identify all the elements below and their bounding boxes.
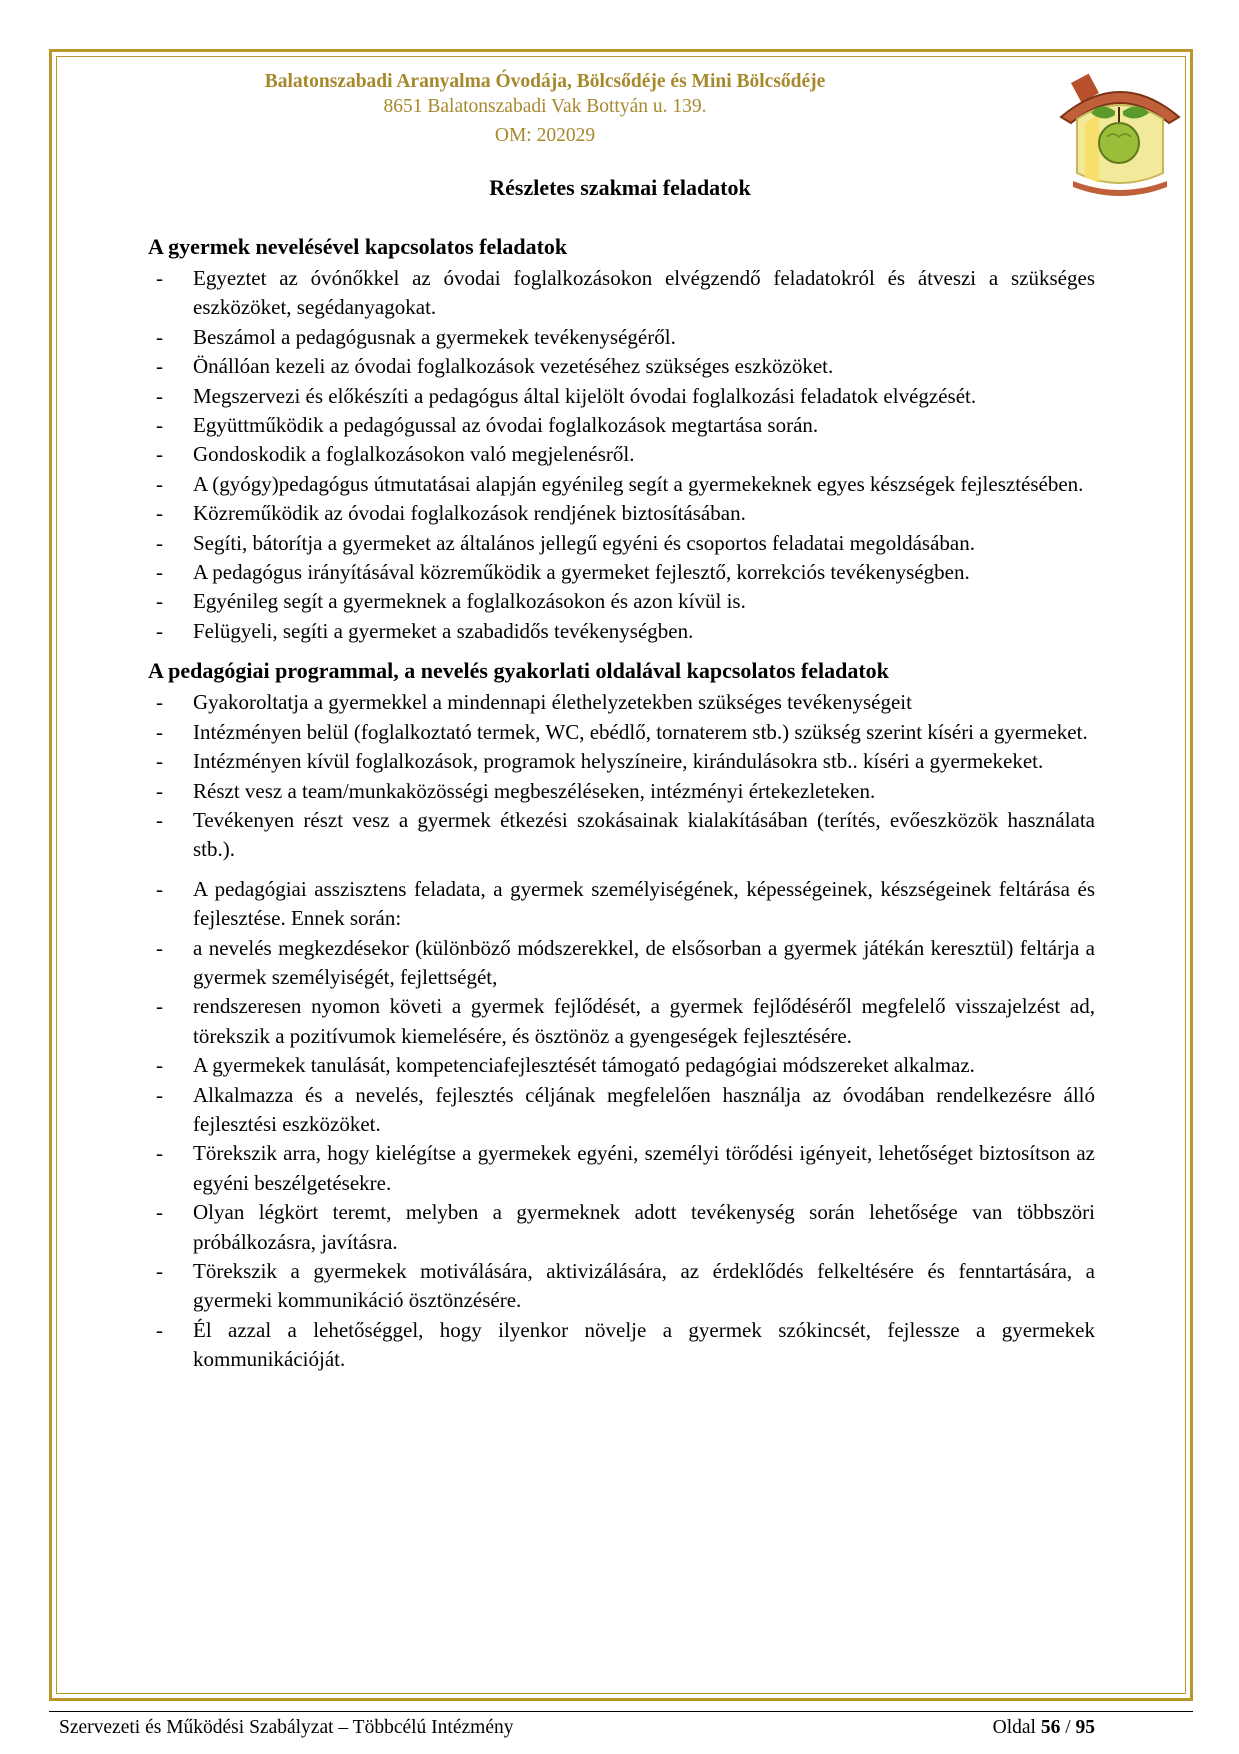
- institution-name: Balatonszabadi Aranyalma Óvodája, Bölcsődéje és Mini Bölcsődéje: [264, 71, 826, 92]
- dash-bullet-icon: -: [156, 1317, 163, 1342]
- footer-page-number: [993, 1716, 1095, 1740]
- section-heading: A gyermek nevelésével kapcsolatos feladatok: [148, 234, 568, 259]
- dash-bullet-icon: -: [156, 413, 163, 438]
- list-item: - rendszeresen nyomon követi a gyermek fejlődését, a gyermek fejlődéséről megfelelő visszajelzést ad, törekszik a pozitívumok kiemelésére, és ösztönöz a gyengeségek fejlesztésére.: [156, 994, 1095, 1048]
- dash-bullet-icon: -: [156, 876, 163, 901]
- institution-om: OM: 202029: [494, 125, 596, 146]
- list-item: - Egyénileg segít a gyermeknek a foglalkozásokon és azon kívül is.: [148, 587, 1095, 616]
- list-item: - Gondoskodik a foglalkozásokon való megjelenésről.: [148, 440, 1095, 469]
- dash-bullet-icon: -: [156, 471, 163, 496]
- page-label: Oldal: [992, 1717, 1036, 1738]
- page-current: 56: [1040, 1717, 1061, 1738]
- list-item: - Tevékenyen részt vesz a gyermek étkezési szokásainak kialakításában (terítés, evőeszközök használata stb.).: [156, 807, 1095, 862]
- list-item: - Törekszik arra, hogy kielégítse a gyermekek egyéni, személyi törődési igényeit, lehetőséget biztosítson az egyéni beszélgetésekre.: [156, 1141, 1095, 1195]
- page-separator: /: [1065, 1717, 1071, 1738]
- dash-bullet-icon: -: [156, 383, 163, 408]
- list-item: - A (gyógy)pedagógus útmutatásai alapján egyénileg segít a gyermekeknek egyes készségek fejlesztésében.: [148, 470, 1095, 499]
- dash-bullet-icon: -: [156, 1259, 163, 1283]
- list-item: - Intézményen kívül foglalkozások, programok helyszíneire, kirándulásokra stb.. kíséri a gyermekeket.: [148, 747, 1095, 776]
- dash-bullet-icon: -: [156, 994, 163, 1019]
- institution-address: 8651 Balatonszabadi Vak Bottyán u. 139.: [383, 96, 707, 117]
- document-content: [148, 232, 1095, 1375]
- dash-bullet-icon: -: [156, 1200, 163, 1225]
- dash-bullet-icon: -: [156, 1053, 163, 1078]
- dash-bullet-icon: -: [156, 324, 163, 349]
- dash-bullet-icon: -: [156, 749, 163, 774]
- dash-bullet-icon: -: [156, 1082, 163, 1107]
- document-header: [150, 69, 940, 149]
- list-item: - Egyeztet az óvónőkkel az óvodai foglalkozásokon elvégzendő feladatokról és átveszi a szükséges eszközöket, segédanyagokat.: [156, 266, 1095, 320]
- dash-bullet-icon: -: [156, 530, 163, 555]
- list-item: - Beszámol a pedagógusnak a gyermekek tevékenységéről.: [148, 323, 1095, 352]
- dash-bullet-icon: -: [156, 935, 163, 960]
- list-item: - Gyakoroltatja a gyermekkel a mindennapi élethelyzetekben szükséges tevékenységeit: [148, 688, 1095, 717]
- list-item: - Felügyeli, segíti a gyermeket a szabadidős tevékenységben.: [148, 617, 1095, 646]
- list-item: - A pedagógiai asszisztens feladata, a gyermek személyiségének, képességeinek, készségeinek feltárása és fejlesztése. Ennek során:: [156, 876, 1095, 931]
- list-item: - Törekszik a gyermekek motiválására, aktivizálására, az érdeklődés felkeltésére és fenntartására, a gyermeki kommunikáció ösztönzésére.: [156, 1259, 1095, 1313]
- dash-bullet-icon: -: [156, 719, 163, 744]
- dash-bullet-icon: -: [156, 618, 163, 643]
- dash-bullet-icon: -: [156, 589, 163, 614]
- footer-document-name: Szervezeti és Működési Szabályzat – Többcélú Intézmény: [59, 1717, 514, 1738]
- dash-bullet-icon: -: [156, 1141, 163, 1166]
- list-item: - Segíti, bátorítja a gyermeket az általános jellegű egyéni és csoportos feladatai megoldásában.: [148, 529, 1095, 558]
- page-total: 95: [1075, 1717, 1095, 1738]
- dash-bullet-icon: -: [156, 501, 163, 526]
- list-item: - Olyan légkört teremt, melyben a gyermeknek adott tevékenység során lehetősége van többszöri próbálkozásra, javításra.: [156, 1200, 1095, 1254]
- dash-bullet-icon: -: [156, 560, 163, 585]
- list-item: - a nevelés megkezdésekor (különböző módszerekkel, de elsősorban a gyermek játékán keresztül) feltárja a gyermek személyiségét, fejlettségét,: [156, 935, 1095, 989]
- dash-bullet-icon: -: [156, 690, 163, 715]
- dash-bullet-icon: -: [156, 266, 163, 290]
- list-item: - Önállóan kezeli az óvodai foglalkozások vezetéséhez szükséges eszközöket.: [148, 352, 1095, 381]
- dash-bullet-icon: -: [156, 354, 163, 379]
- task-list: [148, 688, 1095, 1374]
- list-item: - Él azzal a lehetőséggel, hogy ilyenkor növelje a gyermek szókincsét, fejlessze a gyermekek kommunikációját.: [156, 1317, 1095, 1372]
- dash-bullet-icon: -: [156, 778, 163, 803]
- list-item: - Közreműködik az óvodai foglalkozások rendjének biztosításában.: [148, 499, 1095, 528]
- footer-rule: [49, 1711, 1193, 1712]
- list-item: - Megszervezi és előkészíti a pedagógus által kijelölt óvodai foglalkozási feladatok elvégzését.: [148, 382, 1095, 411]
- list-item: - Együttműködik a pedagógussal az óvodai foglalkozások megtartása során.: [148, 411, 1095, 440]
- document-title: Részletes szakmai feladatok: [489, 175, 751, 200]
- dash-bullet-icon: -: [156, 442, 163, 467]
- section-heading: A pedagógiai programmal, a nevelés gyakorlati oldalával kapcsolatos feladatok: [148, 658, 889, 684]
- dash-bullet-icon: -: [156, 807, 163, 832]
- list-item: - A pedagógus irányításával közreműködik a gyermeket fejlesztő, korrekciós tevékenységben.: [148, 558, 1095, 587]
- list-item: - Intézményen belül (foglalkoztató termek, WC, ebédlő, tornaterem stb.) szükség szerint kíséri a gyermeket.: [148, 718, 1095, 747]
- task-list: [148, 264, 1095, 646]
- list-item: - Alkalmazza és a nevelés, fejlesztés céljának megfelelően használja az óvodában rendelkezésre álló fejlesztési eszközöket.: [156, 1082, 1095, 1136]
- list-item: - A gyermekek tanulását, kompetenciafejlesztését támogató pedagógiai módszereket alkalmaz.: [148, 1051, 1095, 1080]
- list-item: - Részt vesz a team/munkaközösségi megbeszéléseken, intézményi értekezleteken.: [148, 777, 1095, 806]
